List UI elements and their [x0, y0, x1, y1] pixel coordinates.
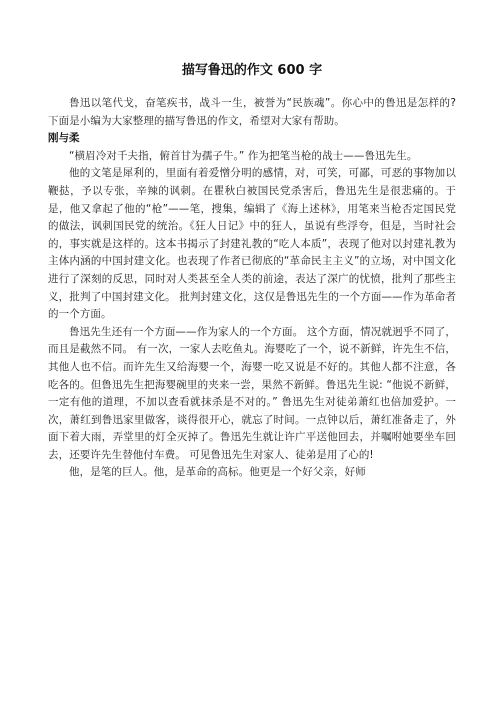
body-paragraph-4: 他，是笔的巨人。他，是革命的高标。他更是一个好父亲，好师	[69, 466, 366, 479]
body-paragraph-1: “横眉冷对千夫指，俯首甘为孺子牛。” 作为把笔当枪的战士——鲁迅先生。	[69, 149, 418, 162]
section-heading: 刚与柔	[48, 132, 80, 145]
document-title: 描写鲁迅的作文 600 字	[181, 63, 323, 78]
body-paragraph-3: 鲁迅先生还有一个方面——作为家人的一个方面。 这个方面，情况就迥乎不同了，而且是截然不同。 有一次，一家人去吃鱼丸。海婴吃了一个，说不新鲜，许先生不信，其他人也不信。而许先生又给海婴一个，海婴一吃又说是不好的。其他人都不注意，各吃各的。但鲁迅先生把海婴碗里的夹来一尝，果然不新鲜。鲁迅先生说: “他说不新鲜，一定有他的道理，不加以查看就抹杀是不对的。” 鲁迅先生对徒弟萧红也倍加爱护。一次，萧红到鲁迅家里做客，谈得很开心，就忘了时间。一点钟以后，萧红准备走了，外面下着大雨，弄堂里的灯全灭掉了。鲁迅先生就让许广平送他回去，并嘱咐她要坐车回去，还要许先生替他付车费。 可见鲁迅先生对家人、徒弟是用了心的!	[48, 325, 456, 461]
intro-paragraph: 鲁迅以笔代戈，奋笔疾书，战斗一生，被誉为“民族魂”。你心中的鲁迅是怎样的?下面是小编为大家整理的描写鲁迅的作文，希望对大家有帮助。	[48, 97, 456, 127]
body-paragraph-2: 他的文笔是犀利的，里面有着爱憎分明的感情，对，可笑，可鄙，可恶的事物加以鞭挞，予以专张，辛辣的讽刺。在瞿秋白被国民党杀害后，鲁迅先生是很悲痛的。于是，他又拿起了他的“枪”——笔，搜集，编辑了《海上述林》，用笔来当枪否定国民党的做法，讽刺国民党的统治。《狂人日记》中的狂人，虽说有些浮夸，但是，当时社会的，事实就是这样的。这本书揭示了封建礼教的“吃人本质”，表现了他对以封建礼教为主体内涵的中国封建文化。也表现了作者已彻底的“革命民主主义”的立场，对中国文化进行了深刻的反思，同时对人类甚至全人类的前途，表达了深广的忧愤，批判了那些主义，批判了中国封建文化。 批判封建文化，这仅是鲁迅先生的一个方面——作为革命者的一个方面。	[48, 167, 456, 321]
